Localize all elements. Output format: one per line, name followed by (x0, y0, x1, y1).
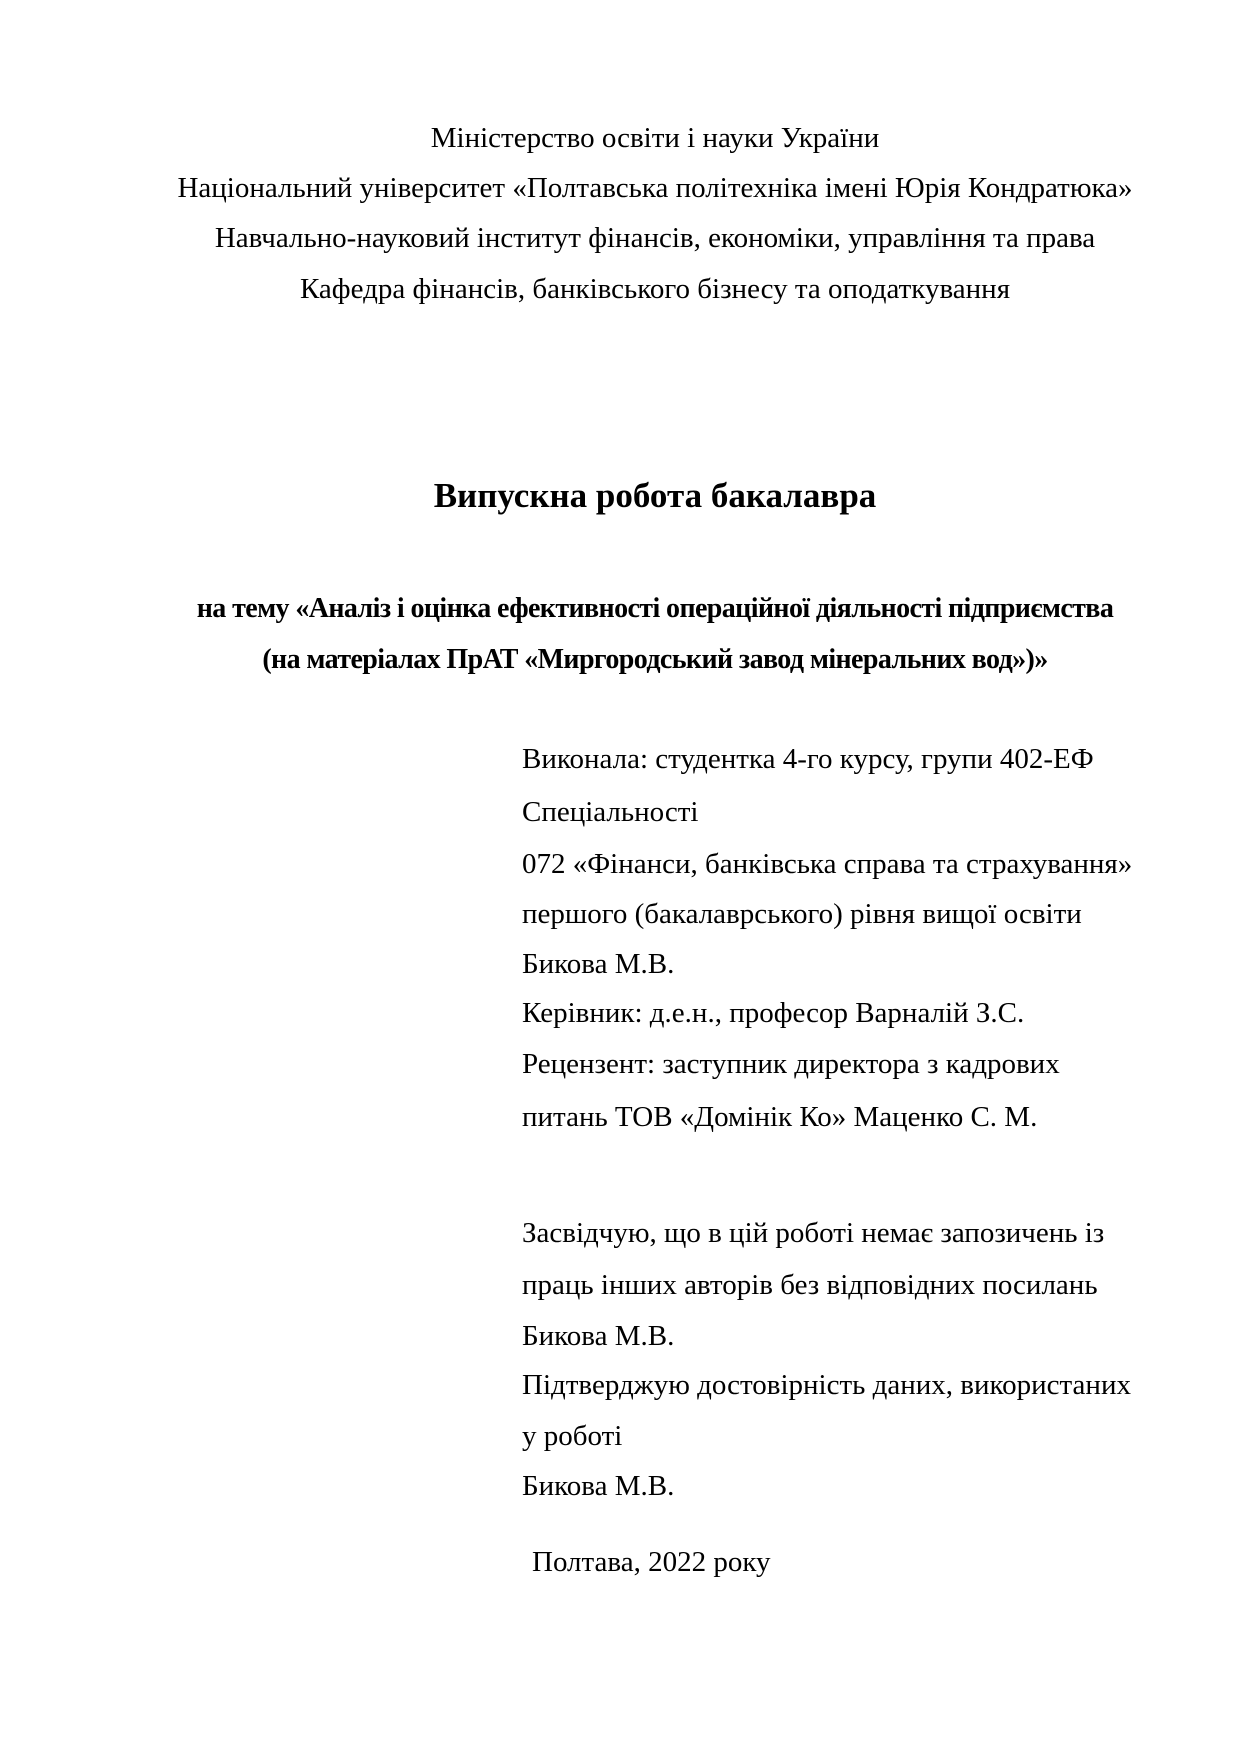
certification-line: Бикова М.В. (522, 1470, 675, 1502)
author-line: питань ТОВ «Домінік Ко» Маценко С. М. (522, 1101, 1038, 1133)
theme-line-2: (на матеріалах ПрАТ «Миргородський завод мінеральних вод»)» (262, 644, 1048, 675)
city-year-footer: Полтава, 2022 року (532, 1546, 771, 1578)
ministry-line: Міністерство освіти і науки України (430, 122, 880, 154)
author-line: Виконала: студентка 4-го курсу, групи 402-ЕФ (522, 743, 1094, 775)
certification-line: Підтверджую достовірність даних, використаних (522, 1369, 1131, 1401)
certification-line: праць інших авторів без відповідних посилань (522, 1269, 1098, 1301)
author-line: Рецензент: заступник директора з кадрових (522, 1048, 1060, 1080)
certification-line: у роботі (522, 1420, 623, 1452)
document-title: Випускна робота бакалавра (433, 476, 877, 515)
author-line: Бикова М.В. (522, 948, 675, 980)
certification-line: Засвідчую, що в цій роботі немає запозичень із (522, 1217, 1105, 1249)
university-line: Національний університет «Полтавська політехніка імені Юрія Кондратюка» (177, 172, 1133, 204)
author-line: 072 «Фінанси, банківська справа та страхування» (522, 848, 1133, 880)
department-line: Кафедра фінансів, банківського бізнесу та оподаткування (299, 273, 1011, 305)
institute-line: Навчально-науковий інститут фінансів, економіки, управління та права (214, 222, 1096, 254)
certification-line: Бикова М.В. (522, 1320, 675, 1352)
author-line: Керівник: д.е.н., професор Варналій З.С. (522, 997, 1025, 1029)
author-line: Спеціальності (522, 796, 699, 828)
author-line: першого (бакалаврського) рівня вищої освіти (522, 898, 1082, 930)
theme-line-1: на тему «Аналіз і оцінка ефективності операційної діяльності підприємства (196, 593, 1114, 624)
